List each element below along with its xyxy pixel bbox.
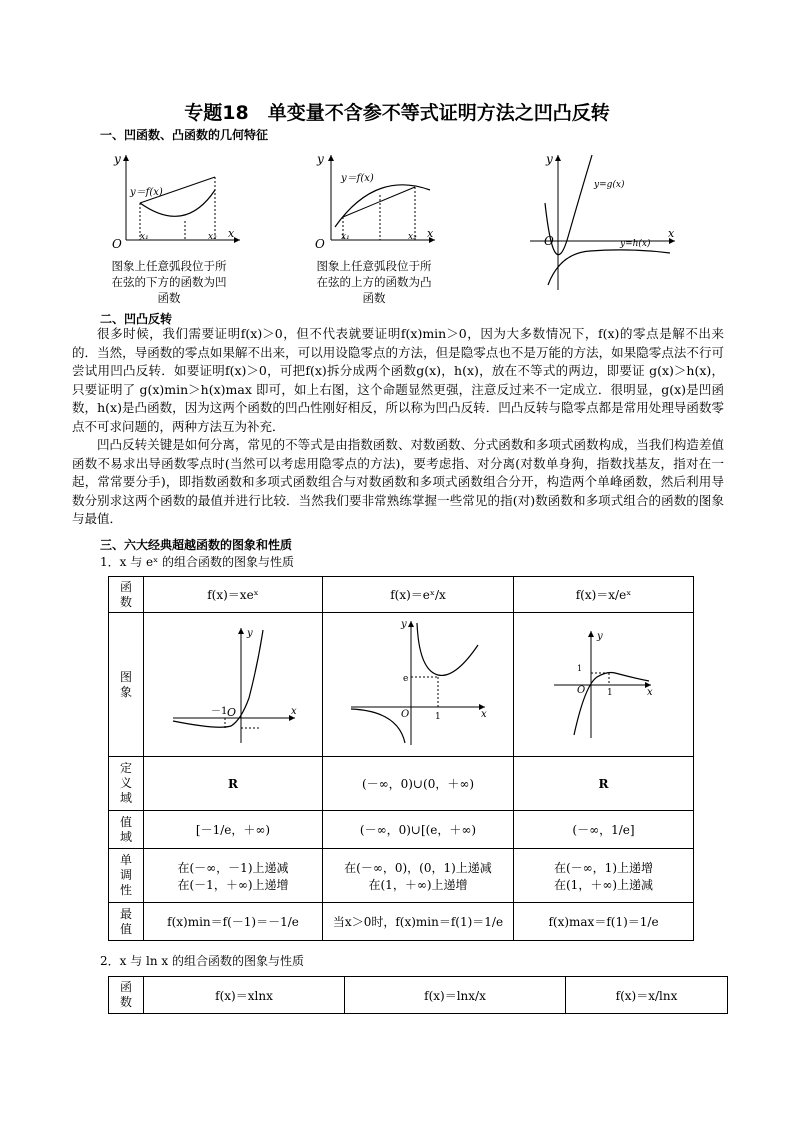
ex-over-x-graph — [343, 615, 493, 751]
h-curve-label: y=h(x) — [620, 239, 651, 249]
cell-mono-3: 在(－∞，1)上递增 在(1，＋∞)上递减 — [514, 849, 694, 903]
convex-function-graph — [305, 145, 445, 250]
cell-mono-1: 在(－∞，－1)上递减 在(－1，＋∞)上递增 — [144, 849, 323, 903]
svg-text:x: x — [646, 687, 653, 698]
cell-domain-1: R — [144, 757, 323, 811]
svg-text:y: y — [596, 631, 603, 642]
convex-caption: 图象上任意弧段位于所在弦的上方的函数为凸函数 — [316, 259, 432, 305]
table-row — [109, 757, 694, 811]
graph-x-over-ex — [514, 613, 694, 757]
page-title: 专题18 单变量不含参不等式证明方法之凹凸反转 — [184, 102, 610, 124]
concave-function-graph — [100, 145, 250, 250]
table-row — [109, 811, 694, 849]
paragraph-1: 很多时候，我们需要证明f(x)＞0，但不代表就要证明f(x)min＞0，因为大多数情况下，f(x)的零点是解不出来的．当然，导函数的零点如果解不出来，可以用设隐零点的方法，但是隐零点也不是万能的方法，如果隐零点法不行可尝试用凹凸反转．如要证明f(x)＞0，可把f(x)拆分成两个函数g(x)，h(x)，放在不等式的两边，即要证 g(x)＞h(x)，只要证明了 g(x)min＞h(x)max 即可，如上右图，这个命题显然更强，注意反过来不一定成立．很明显，g(x)是凹函数，h(x)是凸函数，因为这两个函数的凹凸性刚好相反，所以称为凹凸反转．凹凸反转与隐零点都是常用处理导函数零点不可求问题的，两种方法互为补充． — [72, 326, 724, 434]
x-axis-label: x — [427, 227, 434, 240]
curve-label: y＝f(x) — [130, 187, 163, 198]
svg-text:x: x — [291, 706, 297, 717]
svg-text:y: y — [247, 628, 253, 639]
cell-domain-2: (－∞，0)∪(0，＋∞) — [323, 757, 514, 811]
y-axis-label: y — [114, 152, 121, 166]
origin-label: O — [112, 237, 122, 250]
cell-func-3: f(x)＝x/eˣ — [514, 577, 694, 613]
cell-mono-2: 在(－∞，0)，(0，1)上递减 在(1，＋∞)上递增 — [323, 849, 514, 903]
graph-xex — [144, 613, 323, 757]
svg-text:e: e — [403, 674, 409, 684]
origin-label: O — [544, 234, 554, 248]
g-h-function-graph — [510, 145, 685, 295]
cell-range-3: (－∞，1/e] — [514, 811, 694, 849]
section-heading-2: 二、凹凸反转 — [100, 312, 173, 326]
row-head: 函 数 — [109, 577, 144, 613]
cell-range-2: (－∞，0)∪[(e，＋∞) — [323, 811, 514, 849]
graph-ex-over-x — [323, 613, 514, 757]
subsection-1: 1．x 与 eˣ 的组合函数的图象与性质 — [100, 555, 295, 569]
svg-text:1: 1 — [606, 688, 613, 698]
cell-func-2: f(x)＝lnx/x — [345, 977, 566, 1014]
row-head: 函 数 — [109, 977, 144, 1014]
cell-func-3: f(x)＝x/lnx — [566, 977, 728, 1014]
svg-text:1: 1 — [435, 712, 441, 722]
svg-text:1: 1 — [576, 664, 582, 673]
cell-domain-3: R — [514, 757, 694, 811]
section-heading-1: 一、凹函数、凸函数的几何特征 — [100, 128, 269, 142]
table-row — [109, 577, 694, 613]
svg-text:x: x — [481, 709, 487, 720]
body-text — [72, 325, 724, 529]
subsection-2: 2．x 与 ln x 的组合函数的图象与性质 — [100, 954, 304, 968]
paragraph-2: 凹凸反转关键是如何分离，常见的不等式是由指数函数、对数函数、分式函数和多项式函数构成，当我们构造差值函数不易求出导函数零点时(当然可以考虑用隐零点的方法)，要考虑指、对分离(对数单身狗，指数找基友，指对在一起，常常要分手)，即指数函数和多项式函数组合与对数函数和多项式函数组合分开，构造两个单峰函数，然后利用导数分别求这两个函数的最值并进行比较．当然我们要非常熟练掌握一些常见的指(对)数函数和多项式组合的函数的图象与最值． — [72, 437, 724, 526]
x-over-ex-graph — [549, 623, 659, 743]
xex-graph — [163, 618, 303, 748]
cell-func-2: f(x)＝eˣ/x — [323, 577, 514, 613]
svg-text:－1: －1 — [211, 706, 228, 717]
cell-extrema-2: 当x＞0时，f(x)min＝f(1)＝1/e — [323, 903, 514, 941]
x2-label: x₂ — [208, 232, 217, 242]
table-xe-functions — [108, 576, 694, 941]
x2-label: x₂ — [408, 232, 417, 242]
section-heading-3: 三、六大经典超越函数的图象和性质 — [100, 538, 293, 552]
g-curve-label: y=g(x) — [594, 180, 625, 190]
y-axis-label: y — [546, 152, 553, 166]
row-head: 图 象 — [109, 613, 144, 757]
concave-caption: 图象上任意弧段位于所在弦的下方的函数为凹函数 — [111, 259, 227, 305]
table-xlnx-functions — [108, 976, 728, 1014]
row-head: 单 调 性 — [109, 849, 144, 903]
table-row — [109, 613, 694, 757]
cell-extrema-1: f(x)min＝f(－1)＝－1/e — [144, 903, 323, 941]
x1-label: x₁ — [140, 232, 149, 242]
cell-func-1: f(x)＝xlnx — [144, 977, 345, 1014]
svg-text:O: O — [576, 685, 585, 696]
x-axis-label: x — [228, 227, 235, 240]
table-row — [109, 977, 728, 1014]
table-row — [109, 903, 694, 941]
curve-label: y＝f(x) — [341, 173, 374, 184]
cell-range-1: [－1/e，＋∞) — [144, 811, 323, 849]
origin-label: O — [315, 237, 325, 250]
x1-label: x₁ — [341, 232, 350, 242]
svg-text:y: y — [401, 619, 407, 630]
row-head: 最 值 — [109, 903, 144, 941]
y-axis-label: y — [317, 152, 324, 166]
table-row — [109, 849, 694, 903]
row-head: 值 域 — [109, 811, 144, 849]
row-head: 定 义 域 — [109, 757, 144, 811]
svg-text:O: O — [227, 706, 237, 719]
svg-text:O: O — [401, 709, 410, 720]
cell-extrema-3: f(x)max＝f(1)＝1/e — [514, 903, 694, 941]
cell-func-1: f(x)＝xeˣ — [144, 577, 323, 613]
x-axis-label: x — [668, 227, 675, 240]
